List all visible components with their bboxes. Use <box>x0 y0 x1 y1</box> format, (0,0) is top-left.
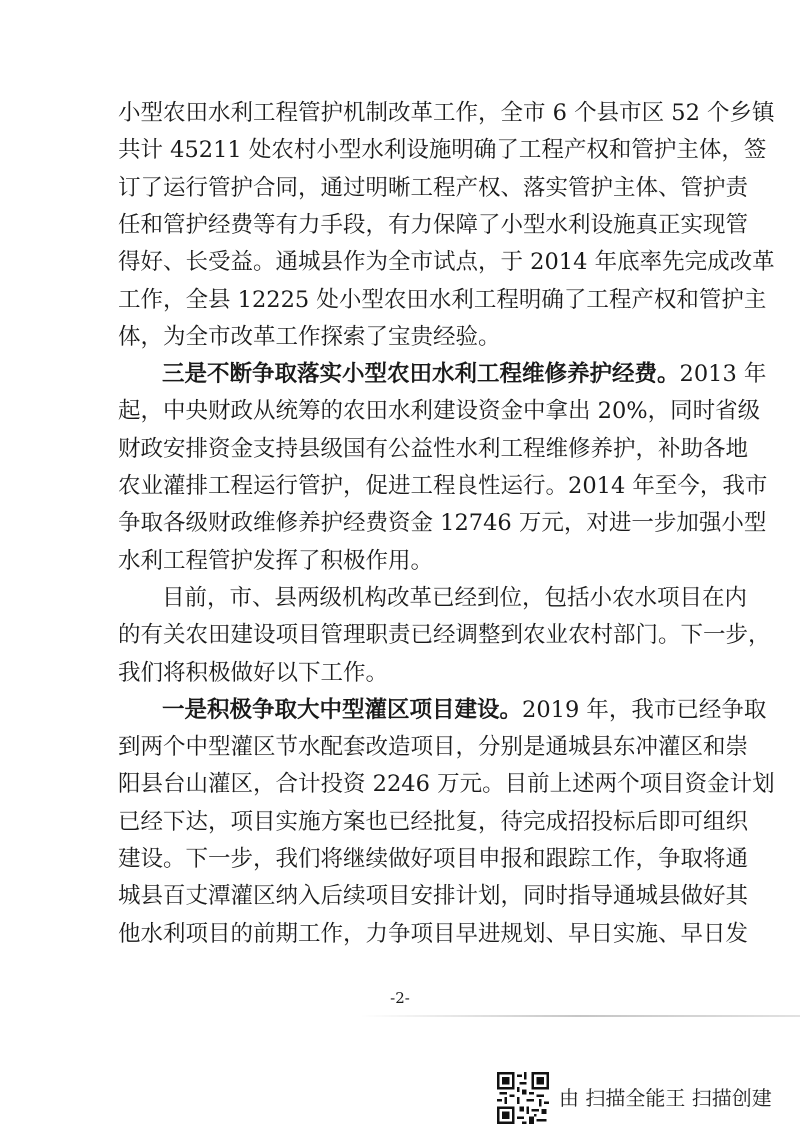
text-line <box>118 546 690 576</box>
line-text: 水利工程管护发挥了积极作用。 <box>118 547 434 574</box>
line-text: 农业灌排工程运行管护，促进工程良性运行。2014 年至今，我市 <box>118 473 768 499</box>
text-line <box>118 173 749 203</box>
line-text: 争取各级财政维修养护经费资金 12746 万元，对进一步加强小型 <box>118 510 767 537</box>
text-line <box>118 471 768 501</box>
bold-heading: 一是积极争取大中型灌区项目建设。 <box>162 696 523 723</box>
line-text: 2013 年 <box>679 361 767 388</box>
line-text: 城县百丈潭灌区纳入后续项目安排计划，同时指导通城县做好其 <box>118 883 749 910</box>
text-line <box>118 322 690 352</box>
text-line <box>118 620 771 650</box>
line-text: 我们将积极做好以下工作。 <box>118 659 389 686</box>
line-text: 目前，市、县两级机构改革已经到位，包括小农水项目在内 <box>162 584 748 611</box>
line-text: 任和管护经费等有力手段，有力保障了小型水利设施真正实现管 <box>118 211 749 238</box>
line-text: 的有关农田建设项目管理职责已经调整到农业农村部门。下一步， <box>118 622 771 649</box>
text-line <box>118 844 749 874</box>
bold-heading: 三是不断争取落实小型农田水利工程维修养护经费。 <box>162 361 680 388</box>
scanner-watermark: 由 扫描全能王 扫描创建 <box>559 1086 772 1110</box>
line-text: 阳县台山灌区，合计投资 2246 万元。目前上述两个项目资金计划 <box>118 771 775 798</box>
line-text: 2019 年，我市已经争取 <box>522 696 767 723</box>
text-line <box>162 583 748 613</box>
text-line <box>118 210 749 240</box>
line-text: 他水利项目的前期工作，力争项目早进规划、早日实施、早日发 <box>118 920 749 947</box>
text-line <box>118 919 749 949</box>
text-line <box>118 434 749 464</box>
text-line <box>118 285 767 315</box>
line-text: 体，为全市改革工作探索了宝贵经验。 <box>118 323 501 350</box>
line-text: 小型农田水利工程管护机制改革工作，全市 6 个县市区 52 个乡镇 <box>118 100 775 126</box>
line-text: 建设。下一步，我们将继续做好项目申报和跟踪工作，争取将通 <box>118 846 749 872</box>
text-line <box>118 658 690 688</box>
scan-artifact-line <box>360 1015 800 1017</box>
line-text: 共计 45211 处农村小型水利设施明确了工程产权和管护主体，签 <box>118 137 767 164</box>
line-text: 财政安排资金支持县级国有公益性水利工程维修养护，补助各地 <box>118 435 749 462</box>
qr-code-icon <box>497 1072 549 1124</box>
line-text: 起，中央财政从统筹的农田水利建设资金中拿出 20%，同时省级 <box>118 398 761 425</box>
text-line <box>118 396 761 426</box>
text-line <box>118 247 775 277</box>
line-text: 订了运行管护合同，通过明晰工程产权、落实管护主体、管护责 <box>118 174 749 201</box>
text-line <box>118 769 775 799</box>
line-text: 已经下达，项目实施方案也已经批复，待完成招投标后即可组织 <box>118 808 749 835</box>
text-line <box>118 807 749 837</box>
text-line <box>118 732 749 762</box>
text-line <box>162 359 767 389</box>
text-line <box>118 135 767 165</box>
line-text: 到两个中型灌区节水配套改造项目，分别是通城县东冲灌区和崇 <box>118 734 749 761</box>
text-line <box>118 98 775 128</box>
page-number: -2- <box>390 989 410 1007</box>
text-line <box>118 881 749 911</box>
line-text: 得好、长受益。通城县作为全市试点，于 2014 年底率先完成改革 <box>118 249 775 276</box>
text-line <box>162 695 767 725</box>
text-line <box>118 508 767 538</box>
line-text: 工作，全县 12225 处小型农田水利工程明确了工程产权和管护主 <box>118 286 767 313</box>
